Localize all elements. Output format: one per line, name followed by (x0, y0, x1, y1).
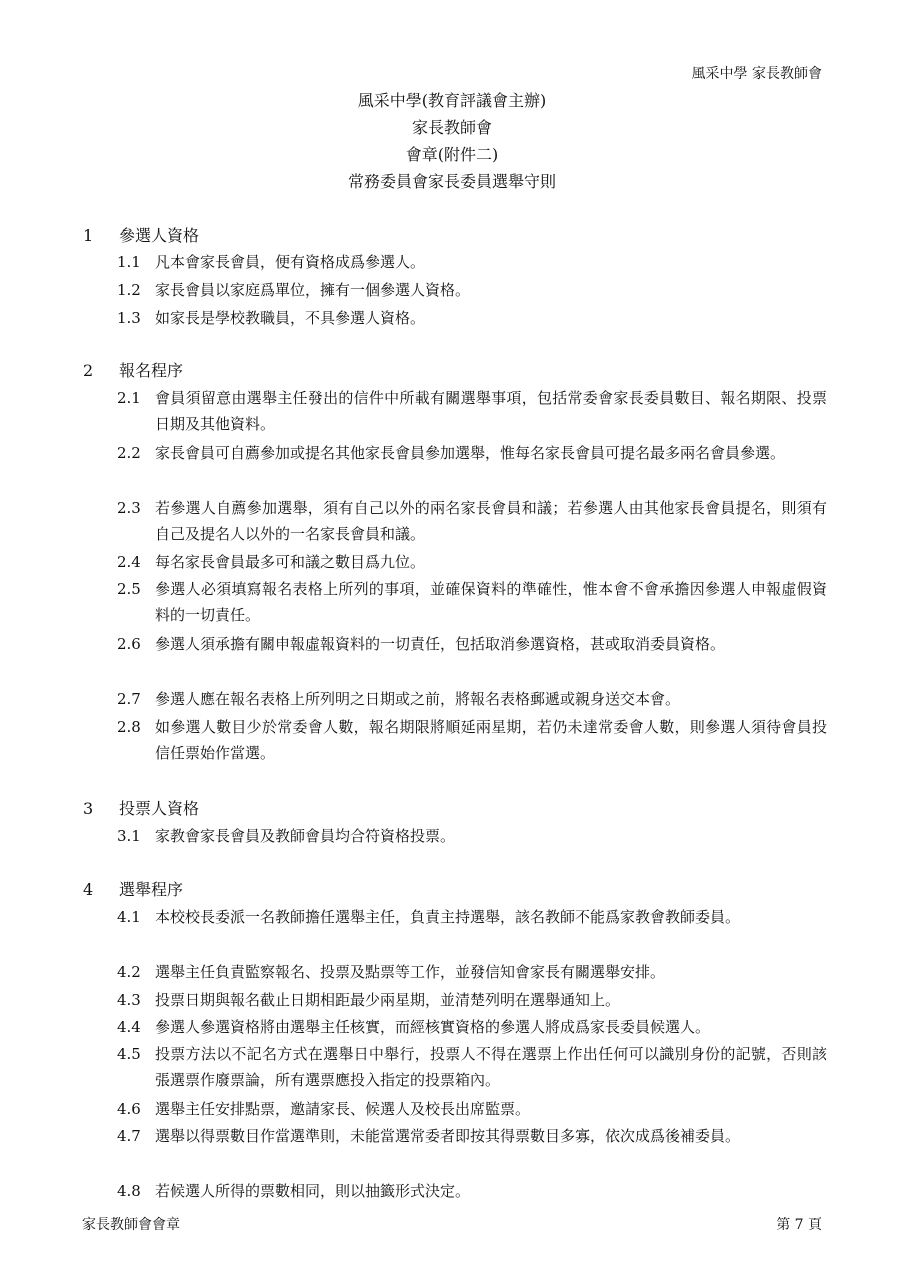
clause-number: 2.7 (117, 690, 141, 708)
clause-number: 4.5 (117, 1045, 141, 1063)
clause-text: 如家長是學校教職員，不具參選人資格。 (155, 309, 426, 327)
clause-text: 投票日期與報名截止日期相距最少兩星期，並清楚列明在選舉通知上。 (155, 991, 621, 1009)
clause-number: 2.1 (117, 389, 141, 407)
clause-number: 2.4 (117, 553, 141, 571)
clause (117, 385, 827, 437)
page-header-org: 風采中學 家長教師會 (691, 66, 822, 82)
clause-number: 4.7 (117, 1127, 141, 1145)
clause (117, 714, 827, 766)
title-line-school: 風采中學(教育評議會主辦) (357, 91, 547, 110)
section-heading (83, 358, 183, 384)
section-title: 投票人資格 (119, 799, 200, 818)
clause (117, 904, 827, 930)
clause-text: 家教會家長會員及教師會員均合符資格投票。 (155, 827, 456, 845)
clause (117, 305, 827, 331)
clause (117, 440, 827, 466)
clause-number: 2.5 (117, 580, 141, 598)
clause (117, 549, 827, 575)
clause (117, 249, 827, 275)
clause-text: 選舉以得票數目作當選準則，未能當選常委者即按其得票數目多寡，依次成爲後補委員。 (155, 1127, 741, 1145)
section-number: 2 (83, 361, 94, 380)
clause (117, 631, 827, 657)
clause-text: 參選人應在報名表格上所列明之日期或之前，將報名表格郵遞或親身送交本會。 (155, 690, 681, 708)
clause (117, 686, 827, 712)
clause-number: 4.4 (117, 1018, 141, 1036)
clause-number: 4.2 (117, 963, 141, 981)
title-line-association: 家長教師會 (411, 118, 492, 137)
clause-number: 4.3 (117, 991, 141, 1009)
section-number: 3 (83, 799, 94, 818)
clause-text: 參選人須承擔有關申報虛報資料的一切責任，包括取消參選資格，甚或取消委員資格。 (155, 635, 726, 653)
clause (117, 1014, 827, 1040)
section-heading (83, 223, 199, 249)
clause-text: 選舉主任安排點票，邀請家長、候選人及校長出席監票。 (155, 1100, 531, 1118)
clause-number: 1.3 (117, 309, 141, 327)
clause-text: 凡本會家長會員，便有資格成爲參選人。 (155, 253, 426, 271)
clause-text: 投票方法以不記名方式在選舉日中舉行，投票人不得在選票上作出任何可以識別身份的記號，否則該張選票作廢票論，所有選票應投入指定的投票箱內。 (155, 1045, 827, 1089)
section-heading (83, 877, 183, 903)
title-line-rules: 常務委員會家長委員選舉守則 (347, 172, 556, 191)
clause (117, 1178, 827, 1204)
clause-text: 選舉主任負責監察報名、投票及點票等工作，並發信知會家長有關選舉安排。 (155, 963, 666, 981)
clause-number: 1.1 (117, 253, 141, 271)
clause-number: 2.6 (117, 635, 141, 653)
clause (117, 1041, 827, 1093)
page-number: 第 7 頁 (776, 1217, 822, 1233)
clause-text: 若參選人自薦參加選舉，須有自己以外的兩名家長會員和議；若參選人由其他家長會員提名，則須有自己及提名人以外的一名家長會員和議。 (155, 499, 827, 543)
section-number: 1 (83, 226, 94, 245)
clause (117, 576, 827, 628)
section-title: 選舉程序 (119, 880, 184, 899)
clause-number: 3.1 (117, 827, 141, 845)
clause-number: 4.6 (117, 1100, 141, 1118)
clause-text: 如參選人數目少於常委會人數，報名期限將順延兩星期，若仍未達常委會人數，則參選人須待會員投信任票始作當選。 (155, 718, 827, 762)
section-number: 4 (83, 880, 94, 899)
clause-number: 4.8 (117, 1182, 141, 1200)
page-footer-title: 家長教師會會章 (82, 1217, 180, 1233)
clause-text: 若候選人所得的票數相同，則以抽籤形式決定。 (155, 1182, 471, 1200)
clause (117, 823, 827, 849)
clause (117, 987, 827, 1013)
clause (117, 959, 827, 985)
clause-number: 2.3 (117, 499, 141, 517)
clause (117, 277, 827, 303)
clause-number: 1.2 (117, 281, 141, 299)
section-heading (83, 796, 199, 822)
section-title: 報名程序 (119, 361, 184, 380)
clause-text: 本校校長委派一名教師擔任選舉主任，負責主持選舉，該名教師不能爲家教會教師委員。 (155, 908, 741, 926)
clause-text: 參選人必須填寫報名表格上所列的事項，並確保資料的準確性，惟本會不會承擔因參選人申報虛假資料的一切責任。 (155, 580, 827, 624)
clause-text: 家長會員可自薦參加或提名其他家長會員參加選舉，惟每名家長會員可提名最多兩名會員參選。 (155, 444, 786, 462)
clause-number: 4.1 (117, 908, 141, 926)
clause-number: 2.2 (117, 444, 141, 462)
clause (117, 1123, 827, 1149)
clause-text: 會員須留意由選舉主任發出的信件中所載有關選舉事項，包括常委會家長委員數目、報名期限、投票日期及其他資料。 (155, 389, 827, 433)
clause (117, 495, 827, 547)
clause-text: 每名家長會員最多可和議之數目爲九位。 (155, 553, 426, 571)
section-title: 參選人資格 (119, 226, 200, 245)
clause-text: 家長會員以家庭爲單位，擁有一個參選人資格。 (155, 281, 471, 299)
title-line-constitution: 會章(附件二) (405, 145, 499, 164)
clause (117, 1096, 827, 1122)
clause-number: 2.8 (117, 718, 141, 736)
clause-text: 參選人參選資格將由選舉主任核實，而經核實資格的參選人將成爲家長委員候選人。 (155, 1018, 711, 1036)
